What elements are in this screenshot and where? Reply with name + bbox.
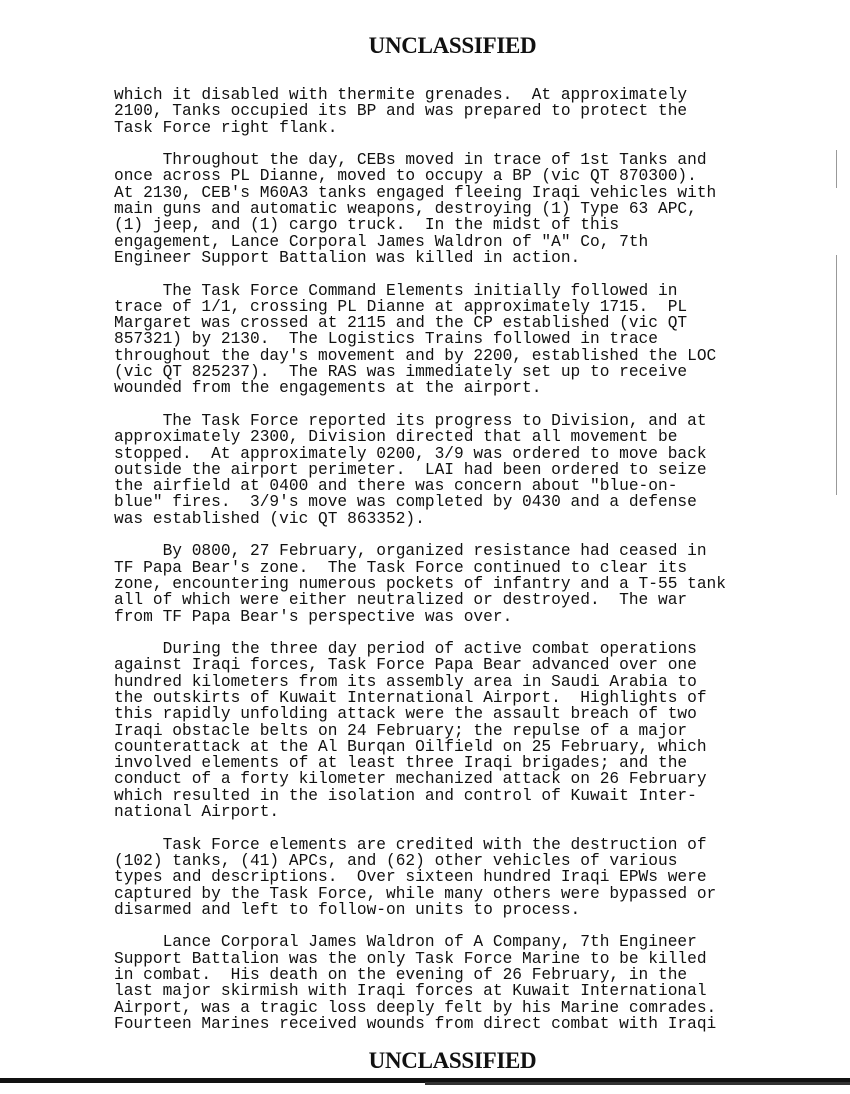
text-line: During the three day period of active combat operations — [114, 640, 697, 659]
text-line: all of which were either neutralized or destroyed. The war — [114, 591, 688, 610]
text-line: main guns and automatic weapons, destroying (1) Type 63 APC, — [114, 200, 697, 219]
text-line: Lance Corporal James Waldron of A Company, 7th Engineer — [114, 933, 697, 952]
text-line: disarmed and left to follow-on units to process. — [114, 900, 581, 919]
text-line: which it disabled with thermite grenades. At approximately — [114, 86, 688, 104]
text-line: throughout the day's movement and by 2200, established the LOC — [114, 346, 717, 365]
text-line: 2100, Tanks occupied its BP and was prepared to protect the — [114, 102, 688, 121]
text-line: the airfield at 0400 and there was concern about "blue-on- — [114, 477, 678, 496]
text-line: The Task Force Command Elements initially followed in — [114, 281, 678, 300]
text-line: captured by the Task Force, while many others were bypassed or — [114, 884, 717, 903]
paragraph — [114, 641, 726, 820]
footer-rule-shadow — [425, 1082, 850, 1085]
paragraph — [114, 87, 726, 136]
text-line: zone, encountering numerous pockets of infantry and a T-55 tank — [114, 574, 726, 593]
text-line: Fourteen Marines received wounds from direct combat with Iraqi — [114, 1014, 717, 1033]
text-line: was established (vic QT 863352). — [114, 509, 425, 528]
text-line: blue" fires. 3/9's move was completed by 0430 and a defense — [114, 493, 697, 512]
text-line: (vic QT 825237). The RAS was immediately set up to receive — [114, 363, 688, 382]
scan-artifact-line — [836, 255, 837, 495]
text-line: engagement, Lance Corporal James Waldron of "A" Co, 7th — [114, 232, 649, 251]
text-line: hundred kilometers from its assembly area in Saudi Arabia to — [114, 672, 697, 691]
classification-footer: UNCLASSIFIED — [368, 1048, 537, 1073]
text-line: involved elements of at least three Iraqi brigades; and the — [114, 754, 688, 773]
text-line: 857321) by 2130. The Logistics Trains followed in trace — [114, 330, 658, 349]
text-line: The Task Force reported its progress to Division, and at — [114, 411, 707, 430]
text-line: Throughout the day, CEBs moved in trace of 1st Tanks and — [114, 151, 707, 170]
text-line: Task Force right flank. — [114, 118, 338, 137]
text-line: types and descriptions. Over sixteen hundred Iraqi EPWs were — [114, 868, 707, 887]
classification-header: UNCLASSIFIED — [368, 33, 537, 58]
paragraph — [114, 413, 726, 527]
text-line: from TF Papa Bear's perspective was over. — [114, 607, 513, 626]
text-line: Airport, was a tragic loss deeply felt by his Marine comrades. — [114, 998, 717, 1017]
text-line: counterattack at the Al Burqan Oilfield on 25 February, which — [114, 737, 707, 756]
text-line: trace of 1/1, crossing PL Dianne at approximately 1715. PL — [114, 297, 688, 316]
text-line: Margaret was crossed at 2115 and the CP established (vic QT — [114, 314, 688, 333]
text-line: against Iraqi forces, Task Force Papa Bear advanced over one — [114, 656, 697, 675]
paragraph — [114, 152, 726, 266]
text-line: stopped. At approximately 0200, 3/9 was ordered to move back — [114, 444, 707, 463]
text-line: By 0800, 27 February, organized resistance had ceased in — [114, 542, 707, 561]
text-line: Task Force elements are credited with the destruction of — [114, 835, 707, 854]
paragraph — [114, 934, 726, 1032]
text-line: At 2130, CEB's M60A3 tanks engaged fleeing Iraqi vehicles with — [114, 183, 717, 202]
text-line: wounded from the engagements at the airport. — [114, 379, 542, 398]
text-line: last major skirmish with Iraqi forces at Kuwait International — [114, 982, 707, 1001]
document-body — [114, 87, 726, 1049]
text-line: in combat. His death on the evening of 26 February, in the — [114, 966, 688, 985]
scan-artifact-line — [836, 150, 837, 188]
text-line: Support Battalion was the only Task Force Marine to be killed — [114, 949, 707, 968]
text-line: (1) jeep, and (1) cargo truck. In the midst of this — [114, 216, 620, 235]
text-line: Iraqi obstacle belts on 24 February; the repulse of a major — [114, 721, 688, 740]
text-line: conduct of a forty kilometer mechanized attack on 26 February — [114, 770, 707, 789]
text-line: Engineer Support Battalion was killed in action. — [114, 248, 581, 267]
text-line: which resulted in the isolation and control of Kuwait Inter- — [114, 786, 697, 805]
text-line: this rapidly unfolding attack were the assault breach of two — [114, 705, 697, 724]
paragraph — [114, 837, 726, 918]
text-line: TF Papa Bear's zone. The Task Force continued to clear its — [114, 558, 688, 577]
text-line: national Airport. — [114, 803, 280, 822]
text-line: approximately 2300, Division directed that all movement be — [114, 428, 678, 447]
text-line: (102) tanks, (41) APCs, and (62) other vehicles of various — [114, 851, 678, 870]
text-line: outside the airport perimeter. LAI had been ordered to seize — [114, 460, 707, 479]
text-line: once across PL Dianne, moved to occupy a BP (vic QT 870300). — [114, 167, 697, 186]
paragraph — [114, 283, 726, 397]
paragraph — [114, 543, 726, 624]
text-line: the outskirts of Kuwait International Airport. Highlights of — [114, 688, 707, 707]
